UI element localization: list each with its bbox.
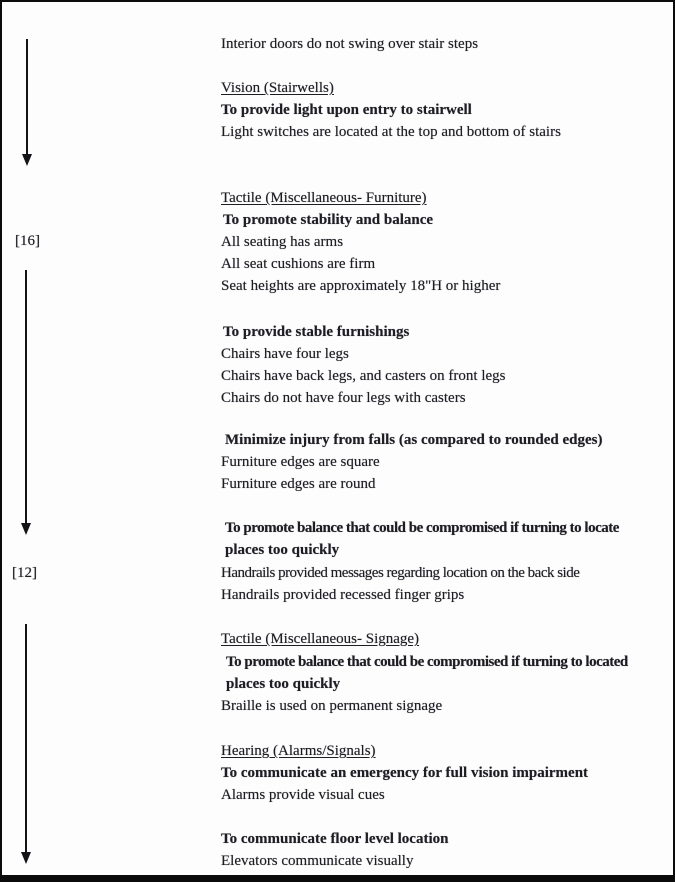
arrow-head-icon [21, 852, 31, 864]
document-line: To promote stability and balance [223, 212, 434, 228]
section-heading: Tactile (Miscellaneous- Furniture) [221, 190, 427, 206]
document-line: Chairs do not have four legs with casters [221, 390, 466, 406]
arrow-shaft [25, 270, 27, 525]
section-heading: Vision (Stairwells) [221, 80, 334, 96]
document-line: places too quickly [226, 676, 341, 692]
document-line: Handrails provided messages regarding location on the back side [221, 565, 580, 581]
document-line: All seating has arms [221, 234, 344, 250]
document-line: Furniture edges are square [221, 454, 380, 470]
document-line: To provide stable furnishings [223, 324, 410, 340]
down-arrow-middle-icon [20, 270, 32, 535]
document-line: To provide light upon entry to stairwell [221, 102, 472, 118]
document-line: Chairs have four legs [221, 346, 349, 362]
document-line: Elevators communicate visually [221, 853, 414, 869]
citation-marker: [16] [15, 233, 40, 249]
document-line: To communicate an emergency for full vision impairment [221, 765, 589, 781]
document-line: Seat heights are approximately 18"H or higher [221, 278, 501, 294]
document-line: To communicate floor level location [221, 831, 449, 847]
document-line: Furniture edges are round [221, 476, 376, 492]
document-line: All seat cushions are firm [221, 256, 376, 272]
document-line: Braille is used on permanent signage [221, 698, 443, 714]
document-line: Alarms provide visual cues [221, 787, 385, 803]
arrow-shaft [25, 624, 27, 854]
document-line: Light switches are located at the top and bottom of stairs [221, 124, 561, 140]
section-heading: Tactile (Miscellaneous- Signage) [221, 631, 420, 647]
document-line: Interior doors do not swing over stair steps [221, 36, 479, 52]
document-line: Handrails provided recessed finger grips [221, 587, 465, 603]
document-line: Chairs have back legs, and casters on front legs [221, 368, 506, 384]
arrow-head-icon [21, 523, 31, 535]
document-line: Minimize injury from falls (as compared to rounded edges) [225, 432, 603, 448]
document-line: To promote balance that could be compromised if turning to located [226, 654, 628, 670]
arrow-head-icon [22, 154, 32, 166]
down-arrow-bottom-icon [20, 624, 32, 864]
down-arrow-top-icon [21, 39, 33, 166]
document-line: places too quickly [225, 542, 340, 558]
document-line: To promote balance that could be compromised if turning to locate [225, 520, 619, 536]
arrow-shaft [26, 39, 28, 156]
citation-marker: [12] [12, 565, 37, 581]
section-heading: Hearing (Alarms/Signals) [221, 743, 376, 759]
